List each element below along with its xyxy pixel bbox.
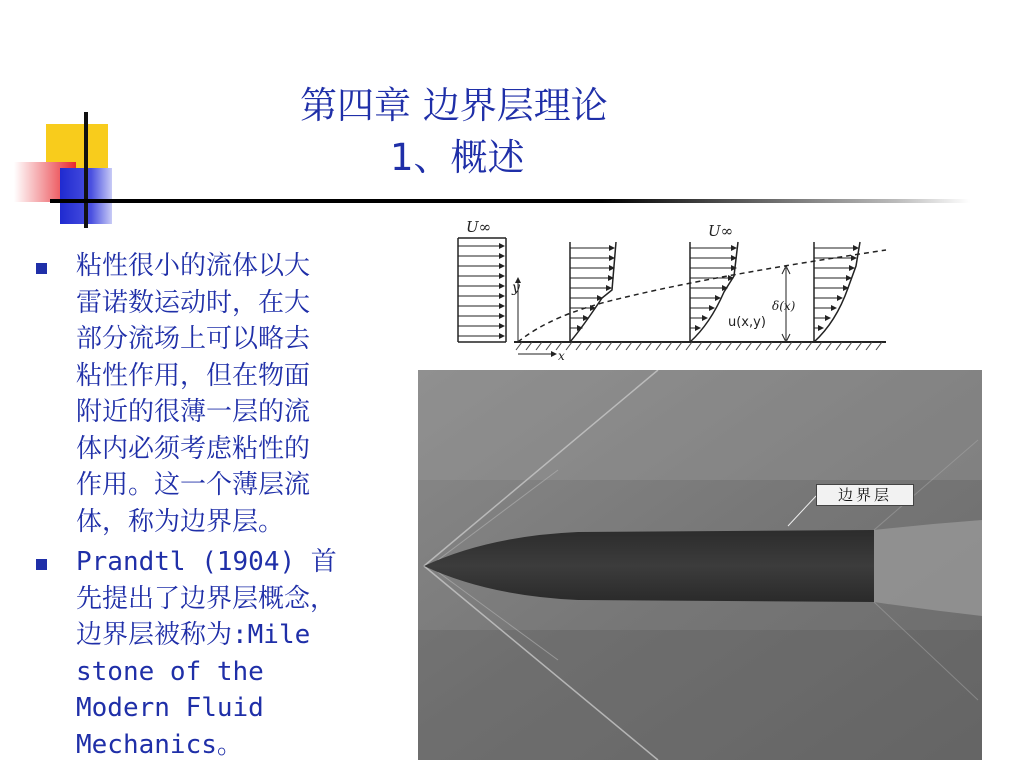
boundary-layer-label: 边界层 bbox=[816, 484, 914, 506]
delta-label: δ(x) bbox=[772, 299, 796, 313]
u-xy-label: u(x,y) bbox=[728, 315, 766, 330]
boundary-layer-photo bbox=[418, 370, 982, 760]
x-axis-label: x bbox=[558, 349, 565, 363]
bullet-text: 粘性很小的流体以大 雷诺数运动时，在大 部分流场上可以略去 粘性作用，但在物面 附近的很薄一层的流 体内必须考虑粘性的 作用。这一个薄层流 体，称为边界层。 bbox=[76, 251, 311, 537]
u-inf-right-label: U∞ bbox=[708, 222, 734, 240]
velocity-profile bbox=[570, 242, 616, 342]
slide-title: 第四章 边界层理论 bbox=[300, 84, 608, 127]
bullet-item bbox=[36, 248, 406, 540]
decor-vertical-line bbox=[84, 112, 88, 228]
square-bullet-icon bbox=[36, 263, 47, 274]
velocity-profile bbox=[814, 242, 860, 342]
square-bullet-icon bbox=[36, 559, 47, 570]
bullet-text: Prandtl (1904) 首 先提出了边界层概念， 边界层被称为:Mile stone of the Modern Fluid Mechanics。 bbox=[76, 547, 337, 760]
slide-subtitle: 1、概述 bbox=[390, 136, 525, 179]
bullet-item bbox=[36, 544, 406, 763]
y-axis-label: y bbox=[512, 280, 520, 296]
boundary-layer-profile-diagram bbox=[452, 218, 892, 368]
bullet-list bbox=[36, 248, 406, 763]
title-divider-line bbox=[50, 199, 970, 203]
u-inf-left-label: U∞ bbox=[466, 218, 492, 236]
inflow-profile bbox=[458, 238, 506, 342]
